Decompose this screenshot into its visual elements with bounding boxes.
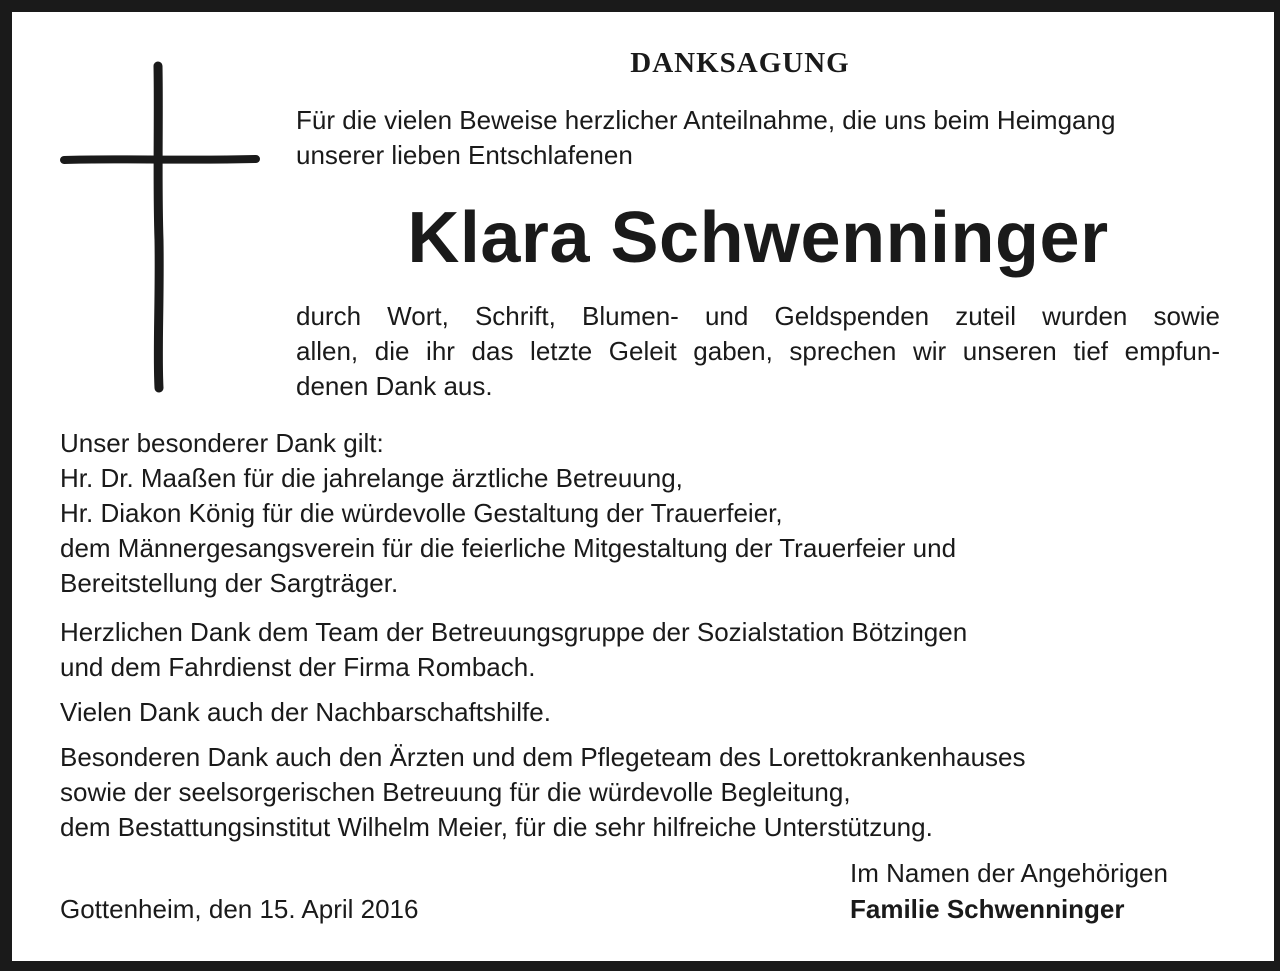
signoff-label: Im Namen der Angehörigen [850,858,1168,888]
notice-heading: DANKSAGUNG [630,47,850,79]
special-thanks-line: dem Männergesangsverein für die feierliche Mitgestaltung der Trauerfeier und [60,533,957,563]
special-thanks-section [60,426,956,601]
special-thanks-line: Bereitstellung der Sargträger. [60,568,399,598]
closing-line: allen, die ihr das letzte Geleit gaben, sprechen wir unseren tief empfun- [296,336,1220,366]
team-thanks-section [60,615,967,685]
cross-icon [58,60,262,394]
special-thanks-line: Hr. Dr. Maaßen für die jahrelange ärztliche Betreuung, [60,463,683,493]
intro-line: unserer lieben Entschlafenen [296,140,633,170]
team-thanks-line: Herzlichen Dank dem Team der Betreuungsgruppe der Sozialstation Bötzingen [60,617,968,647]
hospital-thanks-line: Besonderen Dank auch den Ärzten und dem Pflegeteam des Lorettokrankenhauses [60,742,1026,772]
hospital-thanks-line: dem Bestattungsinstitut Wilhelm Meier, für die sehr hilfreiche Unterstützung. [60,812,933,842]
neighbor-thanks-line: Vielen Dank auch der Nachbarschaftshilfe. [60,697,551,727]
deceased-name: Klara Schwenninger [407,198,1109,278]
place-date: Gottenheim, den 15. April 2016 [60,894,419,924]
special-thanks-line: Hr. Diakon König für die würdevolle Gestaltung der Trauerfeier, [60,498,783,528]
team-thanks-line: und dem Fahrdienst der Firma Rombach. [60,652,536,682]
closing-text [296,299,1220,404]
closing-line: durch Wort, Schrift, Blumen- und Geldspenden zuteil wurden sowie [296,301,1220,331]
neighbor-thanks-section [60,695,551,730]
hospital-thanks-section [60,740,1026,845]
intro-text [296,103,1115,173]
hospital-thanks-line: sowie der seelsorgerischen Betreuung für die würdevolle Begleitung, [60,777,851,807]
signoff-family: Familie Schwenninger [850,894,1125,924]
closing-line: denen Dank aus. [296,371,493,401]
special-thanks-line: Unser besonderer Dank gilt: [60,428,384,458]
intro-line: Für die vielen Beweise herzlicher Anteilnahme, die uns beim Heimgang [296,105,1116,135]
